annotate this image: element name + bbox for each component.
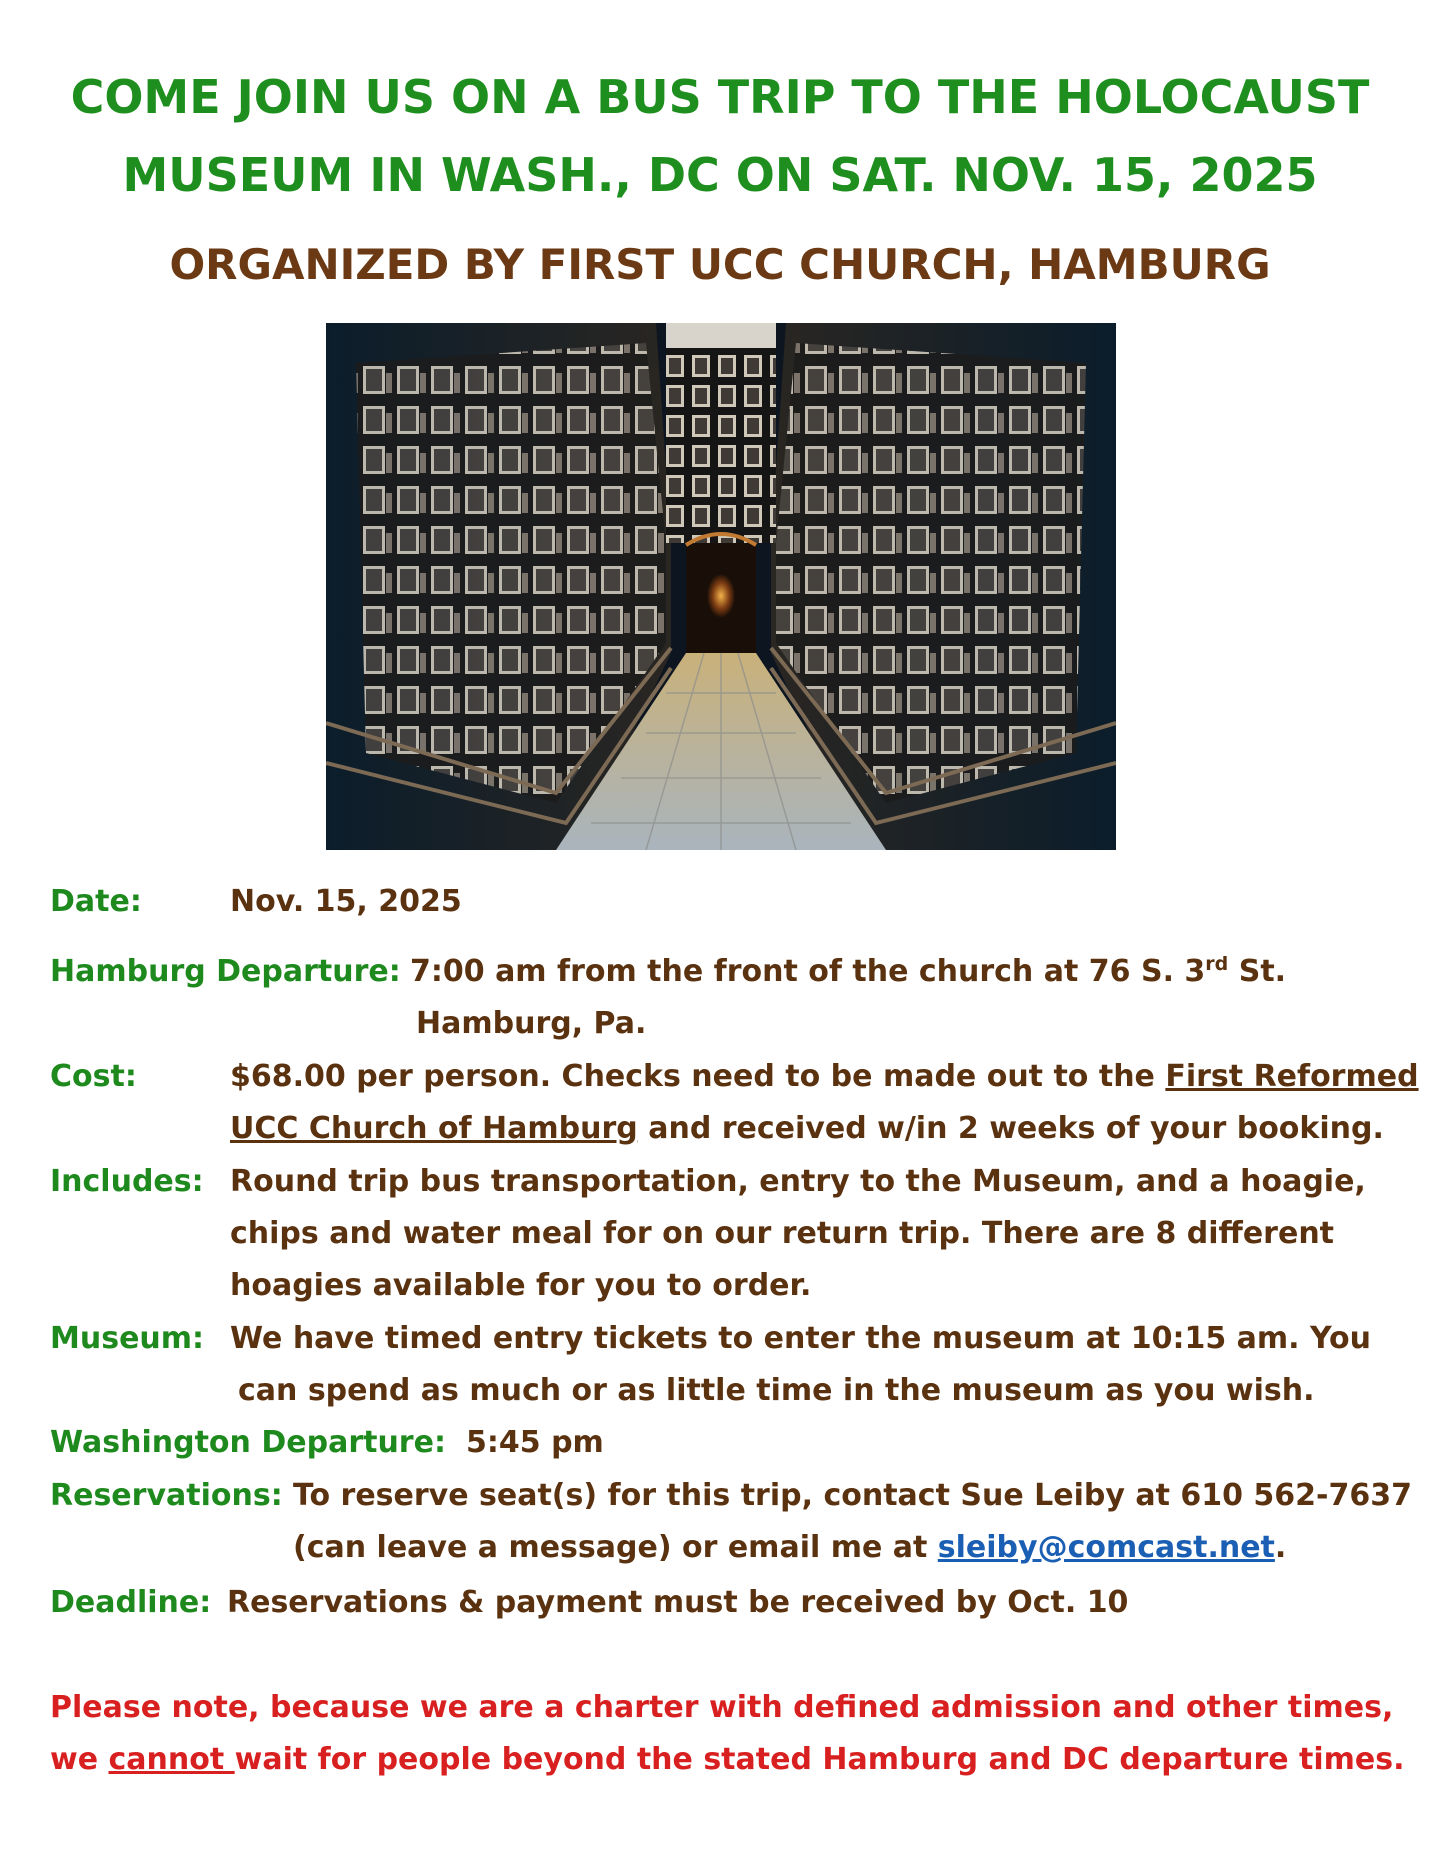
hamburg-departure-label: Hamburg Departure: [50, 954, 401, 989]
museum-line1: We have timed entry tickets to enter the museum at 10:15 am. You [230, 1321, 1371, 1356]
date-value: Nov. 15, 2025 [230, 884, 462, 919]
includes-line1: Round trip bus transportation, entry to the Museum, and a hoagie, [230, 1164, 1366, 1199]
deadline-row [50, 1577, 1129, 1629]
date-label: Date: [50, 884, 142, 919]
cost-line1 [230, 1051, 1419, 1103]
hamburg-departure-line1: 7:00 am from the front of the church at 76 S. 3 [410, 954, 1206, 989]
note-line-2 [50, 1734, 1405, 1786]
date-row [50, 876, 462, 928]
reservations-row [50, 1470, 1412, 1522]
reservations-line2-text: (can leave a message) or email me at [293, 1530, 938, 1565]
cost-line1-text: $68.00 per person. Checks need to be made out to the [230, 1059, 1166, 1094]
note-line-1: Please note, because we are a charter with defined admission and other times, [50, 1690, 1394, 1725]
reservations-line2 [293, 1522, 1286, 1574]
cost-row [50, 1051, 1419, 1103]
museum-label: Museum: [50, 1321, 205, 1356]
note-line2-end: wait for people beyond the stated Hamburg and DC departure times. [234, 1742, 1405, 1777]
cost-line2-text: and received w/in 2 weeks of your booking. [637, 1111, 1384, 1146]
museum-photo [326, 323, 1116, 850]
museum-row [50, 1313, 1371, 1365]
includes-line2: chips and water meal for on our return trip. There are 8 different [230, 1216, 1335, 1251]
title-line-2: MUSEUM IN WASH., DC ON SAT. NOV. 15, 2025 [122, 148, 1318, 202]
includes-label: Includes: [50, 1164, 204, 1199]
title-line-1: COME JOIN US ON A BUS TRIP TO THE HOLOCAUST [70, 70, 1370, 124]
hamburg-departure-row [50, 946, 1287, 998]
washington-departure-value: 5:45 pm [466, 1425, 604, 1460]
reservations-label: Reservations: [50, 1478, 283, 1513]
note-emphasis-cannot: cannot [108, 1742, 235, 1777]
washington-departure-row [50, 1417, 604, 1469]
hall-of-portraits-image [326, 323, 1116, 850]
payee-name-part1: First Reformed [1165, 1059, 1419, 1094]
deadline-value: Reservations & payment must be received by Oct. 10 [227, 1585, 1129, 1620]
deadline-label: Deadline: [50, 1585, 212, 1620]
cost-line2 [230, 1103, 1384, 1155]
payee-name-part2: UCC Church of Hamburg [230, 1111, 638, 1146]
museum-line2: can spend as much or as little time in the museum as you wish. [238, 1373, 1315, 1408]
ordinal-suffix: rd [1205, 953, 1229, 975]
hamburg-departure-value [410, 946, 1286, 998]
page-title [0, 58, 1440, 214]
includes-row [50, 1156, 1366, 1208]
note-line2-start: we [50, 1742, 109, 1777]
cost-label: Cost: [50, 1059, 137, 1094]
includes-line3: hoagies available for you to order. [230, 1268, 812, 1303]
hamburg-departure-line1-end: St. [1228, 954, 1287, 989]
email-link[interactable]: sleiby@comcast.net [937, 1530, 1275, 1565]
reservations-line1: To reserve seat(s) for this trip, contact Sue Leiby at 610 562-7637 [293, 1478, 1412, 1513]
reservations-line2-end: . [1274, 1530, 1287, 1565]
organizer-heading: ORGANIZED BY FIRST UCC CHURCH, HAMBURG [169, 240, 1271, 289]
washington-departure-label: Washington Departure: [50, 1425, 446, 1460]
hamburg-departure-line2: Hamburg, Pa. [416, 1006, 647, 1041]
